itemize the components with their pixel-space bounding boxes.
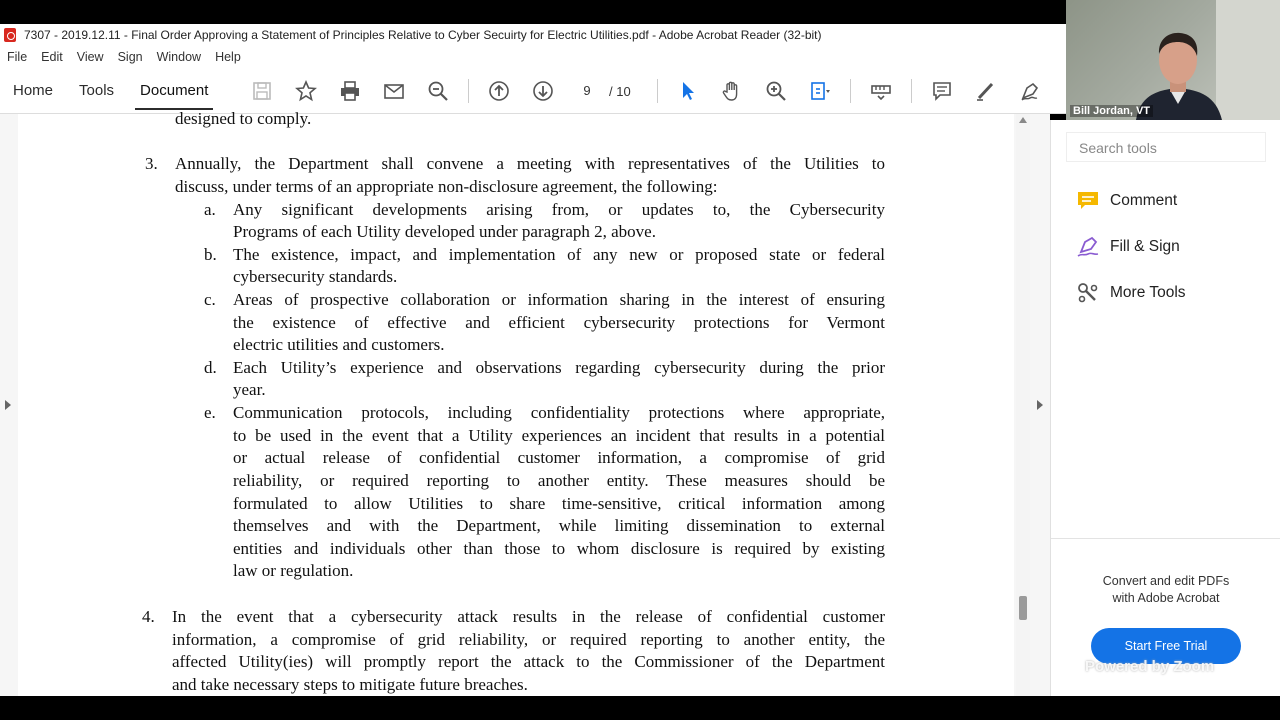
pdf-page-text <box>18 109 1014 696</box>
printer-icon <box>339 80 361 102</box>
document-viewport[interactable] <box>0 109 1050 696</box>
hand-icon <box>721 80 743 102</box>
next-page-button[interactable] <box>521 68 565 114</box>
scrollbar-thumb[interactable] <box>1019 596 1027 620</box>
promo-line: with Adobe Acrobat <box>1112 591 1220 605</box>
list-number: 3. <box>145 154 158 173</box>
menu-edit[interactable]: Edit <box>41 50 63 64</box>
window-title-bar <box>0 24 1066 46</box>
text-line: designed to comply. <box>175 109 312 128</box>
tool-more-tools[interactable] <box>1076 280 1186 306</box>
start-free-trial-button[interactable]: Start Free Trial <box>1091 628 1241 664</box>
main-toolbar <box>0 68 1066 114</box>
page-number-input[interactable]: 9 <box>583 83 591 98</box>
text-line: Communication protocols, including confidentiality protections where appropriate, <box>233 403 885 422</box>
text-line: formulated to allow Utilities to share time-sensitive, critical information among <box>233 494 885 513</box>
fit-page-icon <box>809 80 831 102</box>
text-line: Any significant developments arising from, or updates to, the Cybersecurity <box>233 200 885 219</box>
hand-tool-button[interactable] <box>710 68 754 114</box>
promo-line: Convert and edit PDFs <box>1102 574 1230 588</box>
tab-document[interactable]: Document <box>127 68 221 114</box>
zoom-watermark: Powered by Zoom <box>1085 658 1215 675</box>
text-line: Each Utility’s experience and observations regarding cybersecurity during the prior <box>233 358 885 377</box>
screen-bottom-border <box>0 696 1280 720</box>
more-tools-icon <box>1076 281 1100 305</box>
webcam-video <box>1066 0 1280 120</box>
tool-more-tools-label: More Tools <box>1110 284 1186 301</box>
tool-comment-label: Comment <box>1110 192 1178 209</box>
ruler-icon <box>870 80 892 102</box>
scroll-up-arrow-icon[interactable] <box>1019 117 1027 123</box>
text-line: affected Utility(ies) will promptly report the attack to the Commissioner of the Department <box>172 652 885 671</box>
toolbar-divider <box>657 79 658 103</box>
fit-page-button[interactable] <box>798 68 842 114</box>
acrobat-promo <box>1051 573 1280 607</box>
search-tools-input[interactable]: Search tools <box>1066 132 1266 162</box>
list-letter: d. <box>204 358 217 377</box>
text-line: information, a compromise of grid reliability, or required reporting to another entity, the <box>172 630 885 649</box>
text-line: to be used in the event that a Utility experiences an incident that results in a potential <box>233 426 885 445</box>
text-line: themselves and with the Department, while limiting dissemination to external <box>233 516 885 535</box>
list-letter: b. <box>204 245 217 264</box>
text-line: Annually, the Department shall convene a meeting with representatives of the Utilities to <box>175 154 885 173</box>
tool-comment[interactable] <box>1076 188 1177 214</box>
text-line: year. <box>233 380 266 399</box>
cursor-arrow-icon <box>677 80 699 102</box>
signature-pen-icon <box>1019 80 1041 102</box>
sign-button[interactable] <box>1008 68 1052 114</box>
envelope-icon <box>383 80 405 102</box>
arrow-down-circle-icon <box>532 80 554 102</box>
arrow-up-circle-icon <box>488 80 510 102</box>
toolbar-divider <box>911 79 912 103</box>
text-line: entities and individuals other than those to whom disclosure is required by existing <box>233 539 885 558</box>
text-line: the existence of effective and efficient cybersecurity protections for Vermont <box>233 313 885 332</box>
highlight-button[interactable] <box>964 68 1008 114</box>
zoom-out-icon <box>427 80 449 102</box>
participant-name: Bill Jordan, VT <box>1070 105 1153 117</box>
menu-view[interactable]: View <box>76 50 104 64</box>
list-letter: c. <box>204 290 216 309</box>
save-icon <box>251 80 273 102</box>
fill-sign-icon <box>1076 235 1100 259</box>
vertical-scrollbar[interactable] <box>1016 114 1030 696</box>
comment-bubble-icon <box>931 80 953 102</box>
text-line: cybersecurity standards. <box>233 267 398 286</box>
toolbar-divider <box>850 79 851 103</box>
star-icon <box>295 80 317 102</box>
text-line: Programs of each Utility developed under paragraph 2, above. <box>233 222 656 241</box>
tab-tools[interactable]: Tools <box>79 81 115 99</box>
list-letter: e. <box>204 403 216 422</box>
toolbar-divider <box>468 79 469 103</box>
print-button[interactable] <box>328 68 372 114</box>
text-line: discuss, under terms of an appropriate non-disclosure agreement, the following: <box>175 177 718 196</box>
participant-video-image <box>1066 0 1280 120</box>
text-line: Areas of prospective collaboration or information sharing in the interest of ensuring <box>233 290 885 309</box>
select-tool-button[interactable] <box>666 68 710 114</box>
menu-sign[interactable]: Sign <box>117 50 143 64</box>
menu-file[interactable]: File <box>7 50 28 64</box>
collapse-left-pane-icon[interactable] <box>5 400 11 410</box>
list-letter: a. <box>204 200 216 219</box>
add-comment-button[interactable] <box>920 68 964 114</box>
tools-pane <box>1050 120 1280 696</box>
previous-page-button[interactable] <box>477 68 521 114</box>
text-line: The existence, impact, and implementation of any new or proposed state or federal <box>233 245 885 264</box>
acrobat-pdf-icon <box>4 28 16 42</box>
pen-icon <box>975 80 997 102</box>
text-line: or actual release of confidential customer information, a compromise of grid <box>233 448 885 467</box>
zoom-out-button[interactable] <box>416 68 460 114</box>
pane-divider <box>1051 538 1280 539</box>
menu-help[interactable]: Help <box>215 50 241 64</box>
zoom-in-button[interactable] <box>754 68 798 114</box>
text-line: law or regulation. <box>233 561 354 580</box>
zoom-in-icon <box>765 80 787 102</box>
list-number: 4. <box>142 607 155 626</box>
tool-fill-sign-label: Fill & Sign <box>1110 238 1180 255</box>
comment-icon <box>1076 189 1100 213</box>
pdf-page <box>18 109 1014 696</box>
text-line: reliability, or required reporting to another entity. These measures should be <box>233 471 885 490</box>
window-title: 7307 - 2019.12.11 - Final Order Approving a Statement of Principles Relative to Cyber Secuirty for Electric Utilities.pdf - Adobe Acrobat Reader (32-bit) <box>24 28 822 42</box>
menu-window[interactable]: Window <box>156 50 202 64</box>
email-button[interactable] <box>372 68 416 114</box>
toolbar-icons <box>240 68 1052 114</box>
text-line: In the event that a cybersecurity attack results in the release of confidential customer <box>172 607 885 626</box>
menu-bar <box>0 46 1066 68</box>
collapse-right-pane-icon[interactable] <box>1037 400 1043 410</box>
measure-tool-button[interactable] <box>859 68 903 114</box>
text-line: and take necessary steps to mitigate future breaches. <box>172 675 528 694</box>
tool-fill-sign[interactable] <box>1076 234 1180 260</box>
page-total: / 10 <box>609 83 631 99</box>
text-line: electric utilities and customers. <box>233 335 445 354</box>
tab-home[interactable]: Home <box>13 81 54 99</box>
